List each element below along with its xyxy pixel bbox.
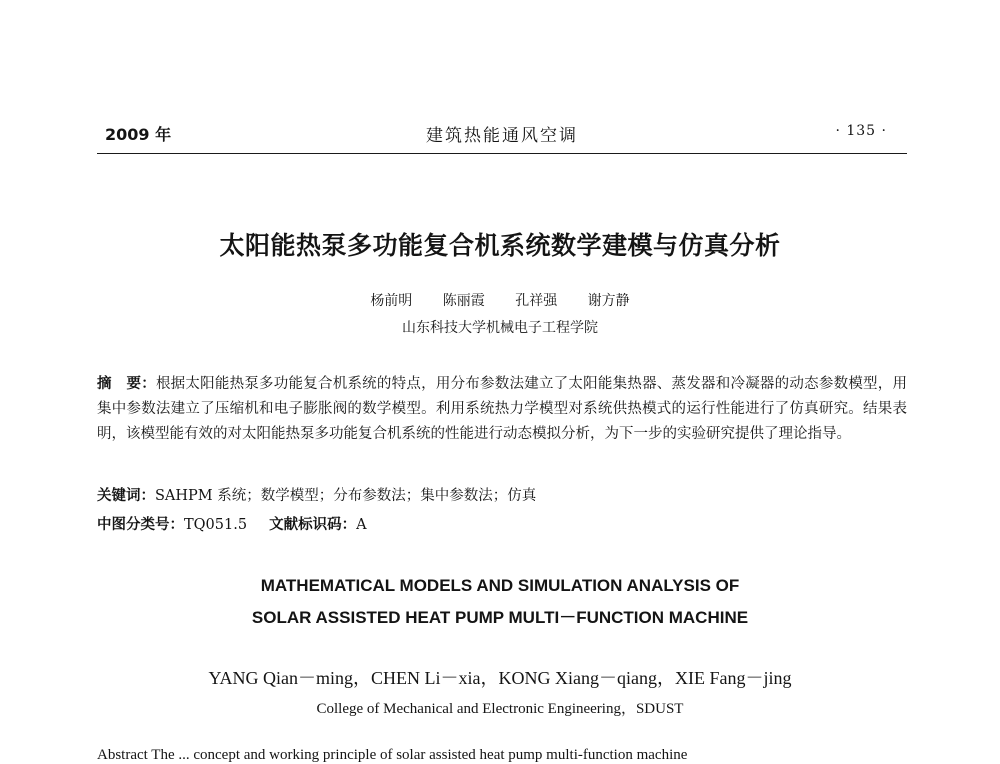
title-en-line: SOLAR ASSISTED HEAT PUMP MULTI－FUNCTION MACHINE [251,608,749,627]
doc-code-value: A [356,517,367,533]
running-header [97,120,907,146]
affiliation-en: College of Mechanical and Electronic Engineering，SDUST [316,701,684,717]
clc-label: 中图分类号： [97,517,184,533]
header-year: 2009 年 [105,125,172,144]
header-divider [97,153,907,154]
abstract-cn [97,372,907,447]
title-en-line: MATHEMATICAL MODELS AND SIMULATION ANALYSIS OF [260,576,740,595]
author-name: 杨前明 [370,293,413,309]
doc-code-label: 文献标识码： [269,517,357,533]
classification-line [97,513,907,534]
affiliation-cn: 山东科技大学机械电子工程学院 [402,320,598,336]
abstract-en-partial: Abstract The ... concept and working principle of solar assisted heat pump multi-function machine [97,747,688,763]
keywords-cn [97,484,907,505]
author-list-cn [0,290,1000,310]
author-name: 谢方静 [587,293,630,309]
keywords-text: SAHPM 系统；数学模型；分布参数法；集中参数法；仿真 [155,488,537,504]
author-name: 孔祥强 [515,293,558,309]
abstract-text: 根据太阳能热泵多功能复合机系统的特点，用分布参数法建立了太阳能集热器、蒸发器和冷凝器的动态参数模型，用集中参数法建立了压缩机和电子膨胀阀的数学模型。利用系统热力学模型对系统供热模式的运行性能进行了仿真研究。结果表明，该模型能有效的对太阳能热泵多功能复合机系统的性能进行动态模拟分析，为下一步的实验研究提供了理论指导。 [97,376,908,442]
article-title-cn: 太阳能热泵多功能复合机系统数学建模与仿真分析 [219,231,781,260]
abstract-label: 摘 要： [97,376,156,392]
article-title-en [0,570,1000,634]
author-list-en: YANG Qian－ming，CHEN Li－xia，KONG Xiang－qiang，XIE Fang－jing [208,668,792,688]
header-journal-name: 建筑热能通风空调 [426,126,578,146]
header-page-number: · 135 · [835,123,887,139]
clc-value: TQ051.5 [184,517,248,533]
author-name: 陈丽霞 [442,293,485,309]
keywords-label: 关键词： [97,488,155,504]
